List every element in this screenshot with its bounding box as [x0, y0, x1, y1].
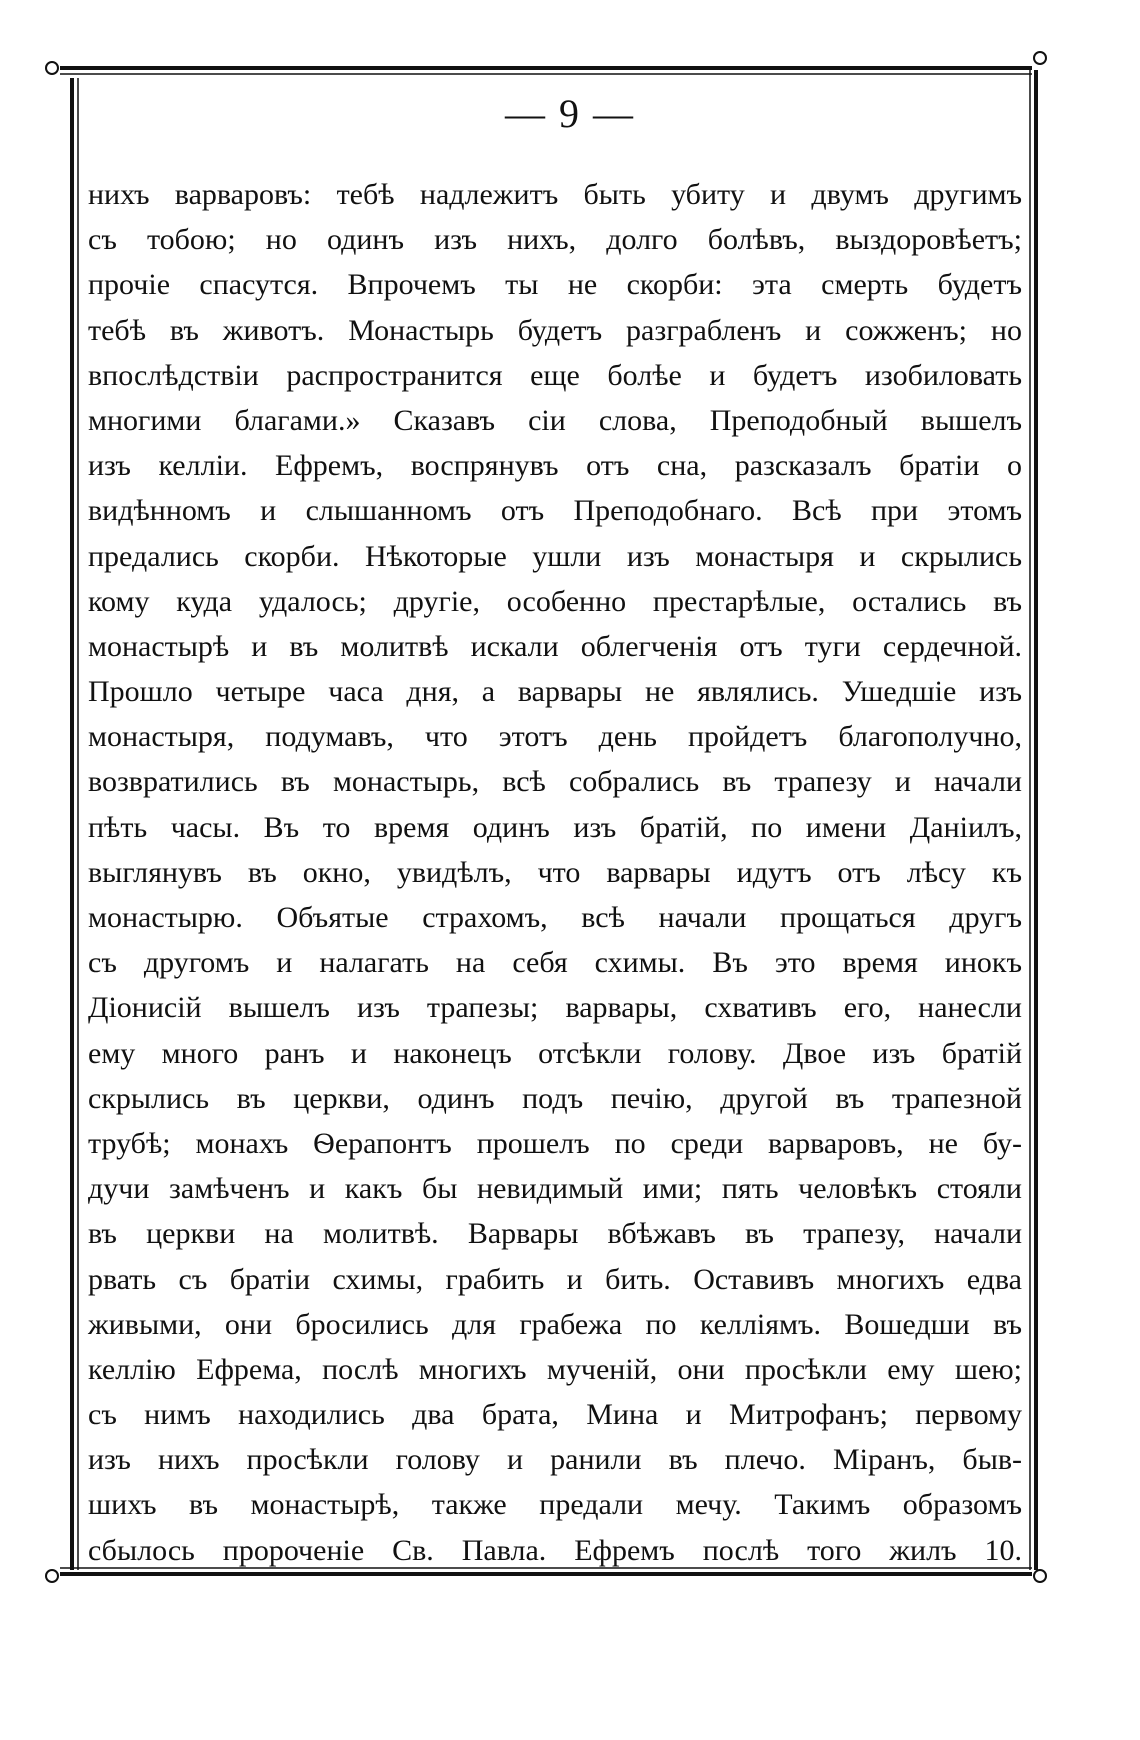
- top-border-rule: [46, 52, 1046, 74]
- text-line: въ церкви на молитвѣ. Варвары вбѣжавъ въ трапезу, начали: [88, 1217, 1022, 1251]
- text-line: дучи замѣченъ и какъ бы невидимый ими; пять человѣкъ стояли: [88, 1172, 1022, 1206]
- text-line: пѣть часы. Въ то время одинъ изъ братій, по имени Даніилъ,: [88, 810, 1022, 844]
- text-line: скрылись въ церкви, одинъ подъ печію, другой въ трапезной: [88, 1081, 1022, 1115]
- text-line: монастыря, подумавъ, что этотъ день пройдетъ благополучно,: [88, 720, 1022, 754]
- text-line: ему много ранъ и наконецъ отсѣкли голову. Двое изъ братій: [88, 1036, 1022, 1070]
- text-line: изъ келліи. Ефремъ, воспрянувъ отъ сна, разсказалъ братіи о: [88, 449, 1022, 483]
- text-line: монастырѣ и въ молитвѣ искали облегченія отъ туги сердечной.: [88, 629, 1022, 663]
- text-line: съ нимъ находились два брата, Мина и Митрофанъ; первому: [88, 1398, 1022, 1432]
- text-line: видѣнномъ и слышанномъ отъ Преподобнаго. Всѣ при этомъ: [88, 494, 1022, 528]
- text-line: съ другомъ и налагать на себя схимы. Въ это время инокъ: [88, 946, 1022, 980]
- text-line: рвать съ братіи схимы, грабить и бить. Оставивъ многихъ едва: [88, 1262, 1022, 1296]
- text-line: трубѣ; монахъ Ѳерапонтъ прошелъ по среди варваровъ, не бу-: [88, 1126, 1022, 1160]
- text-line: съ тобою; но одинъ изъ нихъ, долго болѣвъ, выздоровѣетъ;: [88, 223, 1022, 257]
- text-line: монастырю. Объятые страхомъ, всѣ начали прощаться другъ: [88, 901, 1022, 934]
- text-line: изъ нихъ просѣкли голову и ранили въ плечо. Міранъ, быв-: [88, 1443, 1022, 1477]
- text-line: возвратились въ монастырь, всѣ собрались въ трапезу и начали: [88, 765, 1022, 799]
- text-line: Прошло четыре часа дня, а варвары не являлись. Ушедшіе изъ: [88, 675, 1022, 709]
- right-border-rule: [1030, 70, 1036, 1570]
- text-line: тебѣ въ животъ. Монастырь будетъ разграбленъ и сожженъ; но: [88, 313, 1022, 347]
- left-border-rule: [72, 78, 78, 1570]
- text-line: сбылось пророченіе Св. Павла. Ефремъ послѣ того жилъ 10.: [88, 1533, 1022, 1567]
- text-line: келлію Ефрема, послѣ многихъ мученій, они просѣкли ему шею;: [88, 1352, 1022, 1386]
- text-line: живыми, они бросились для грабежа по келліямъ. Вошедши въ: [88, 1307, 1022, 1341]
- text-line: многими благами.» Сказавъ сіи слова, Преподобный вышелъ: [88, 403, 1022, 437]
- body-text: [88, 172, 1022, 1573]
- text-line: впослѣдствіи распространится еще болѣе и будетъ изобиловать: [88, 358, 1022, 392]
- page-number: — 9 —: [505, 91, 635, 136]
- text-line: кому куда удалось; другіе, особенно престарѣлые, остались въ: [88, 584, 1022, 618]
- text-line: шихъ въ монастырѣ, также предали мечу. Такимъ образомъ: [88, 1488, 1022, 1522]
- text-line: прочіе спасутся. Впрочемъ ты не скорби: эта смерть будетъ: [88, 268, 1022, 302]
- text-line: нихъ варваровъ: тебѣ надлежитъ быть убиту и двумъ другимъ: [88, 178, 1022, 211]
- text-line: Діонисій вышелъ изъ трапезы; варвары, схвативъ его, нанесли: [88, 991, 1022, 1025]
- text-line: предались скорби. Нѣкоторые ушли изъ монастыря и скрылись: [88, 539, 1022, 573]
- text-line: выглянувъ въ окно, увидѣлъ, что варвары идутъ отъ лѣсу къ: [88, 855, 1022, 889]
